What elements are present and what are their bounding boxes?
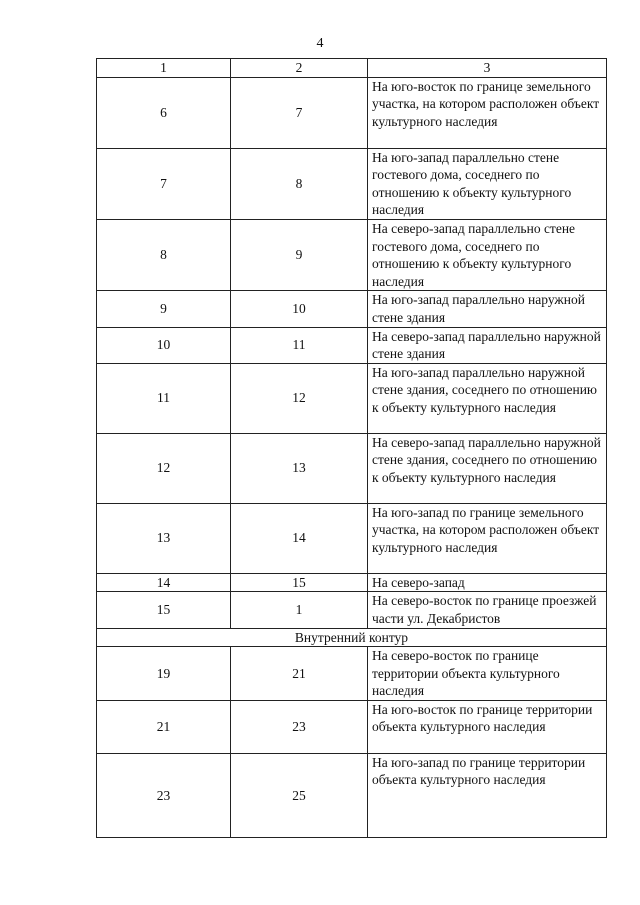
- point-to: 7: [231, 77, 368, 148]
- point-to: 25: [231, 753, 368, 837]
- header-col-2: 2: [231, 59, 368, 78]
- point-to: 11: [231, 327, 368, 363]
- point-to: 12: [231, 363, 368, 433]
- direction-description: На юго-восток по границе территории объекта культурного наследия: [368, 700, 607, 753]
- section-row: [97, 628, 607, 647]
- point-from: 15: [97, 592, 231, 628]
- point-to: 15: [231, 573, 368, 592]
- point-to: 14: [231, 503, 368, 573]
- table-row: [97, 363, 607, 433]
- direction-description: На северо-восток по границе территории объекта культурного наследия: [368, 647, 607, 701]
- direction-description: На северо-запад параллельно стене гостевого дома, соседнего по отношению к объекту культурного наследия: [368, 219, 607, 290]
- point-from: 9: [97, 291, 231, 327]
- header-col-1: 1: [97, 59, 231, 78]
- table-row: [97, 77, 607, 148]
- table-row: [97, 503, 607, 573]
- point-from: 11: [97, 363, 231, 433]
- boundary-table-container: [96, 58, 606, 826]
- point-from: 6: [97, 77, 231, 148]
- point-to: 10: [231, 291, 368, 327]
- point-to: 23: [231, 700, 368, 753]
- table-row: [97, 573, 607, 592]
- boundary-table: [96, 58, 607, 838]
- table-row: [97, 219, 607, 290]
- point-from: 21: [97, 700, 231, 753]
- direction-description: На юго-запад параллельно стене гостевого дома, соседнего по отношению к объекту культурного наследия: [368, 148, 607, 219]
- table-row: [97, 700, 607, 753]
- table-row: [97, 647, 607, 701]
- direction-description: На юго-запад по границе территории объекта культурного наследия: [368, 753, 607, 837]
- direction-description: На юго-восток по границе земельного участка, на котором расположен объект культурного наследия: [368, 77, 607, 148]
- direction-description: На северо-запад: [368, 573, 607, 592]
- table-row: [97, 753, 607, 837]
- direction-description: На юго-запад параллельно наружной стене здания, соседнего по отношению к объекту культурного наследия: [368, 363, 607, 433]
- table-row: [97, 433, 607, 503]
- point-to: 13: [231, 433, 368, 503]
- page-number: 4: [316, 36, 324, 51]
- point-from: 13: [97, 503, 231, 573]
- point-from: 14: [97, 573, 231, 592]
- table-row: [97, 592, 607, 628]
- table-header-row: [97, 59, 607, 78]
- point-to: 8: [231, 148, 368, 219]
- header-col-3: 3: [368, 59, 607, 78]
- point-from: 10: [97, 327, 231, 363]
- direction-description: На северо-запад параллельно наружной стене здания: [368, 327, 607, 363]
- point-to: 1: [231, 592, 368, 628]
- point-from: 12: [97, 433, 231, 503]
- direction-description: На северо-восток по границе проезжей части ул. Декабристов: [368, 592, 607, 628]
- point-from: 7: [97, 148, 231, 219]
- table-row: [97, 148, 607, 219]
- direction-description: На юго-запад параллельно наружной стене здания: [368, 291, 607, 327]
- point-from: 19: [97, 647, 231, 701]
- table-row: [97, 327, 607, 363]
- table-row: [97, 291, 607, 327]
- direction-description: На северо-запад параллельно наружной стене здания, соседнего по отношению к объекту культурного наследия: [368, 433, 607, 503]
- point-to: 9: [231, 219, 368, 290]
- point-to: 21: [231, 647, 368, 701]
- section-title: Внутренний контур: [97, 628, 607, 647]
- point-from: 8: [97, 219, 231, 290]
- point-from: 23: [97, 753, 231, 837]
- direction-description: На юго-запад по границе земельного участка, на котором расположен объект культурного наследия: [368, 503, 607, 573]
